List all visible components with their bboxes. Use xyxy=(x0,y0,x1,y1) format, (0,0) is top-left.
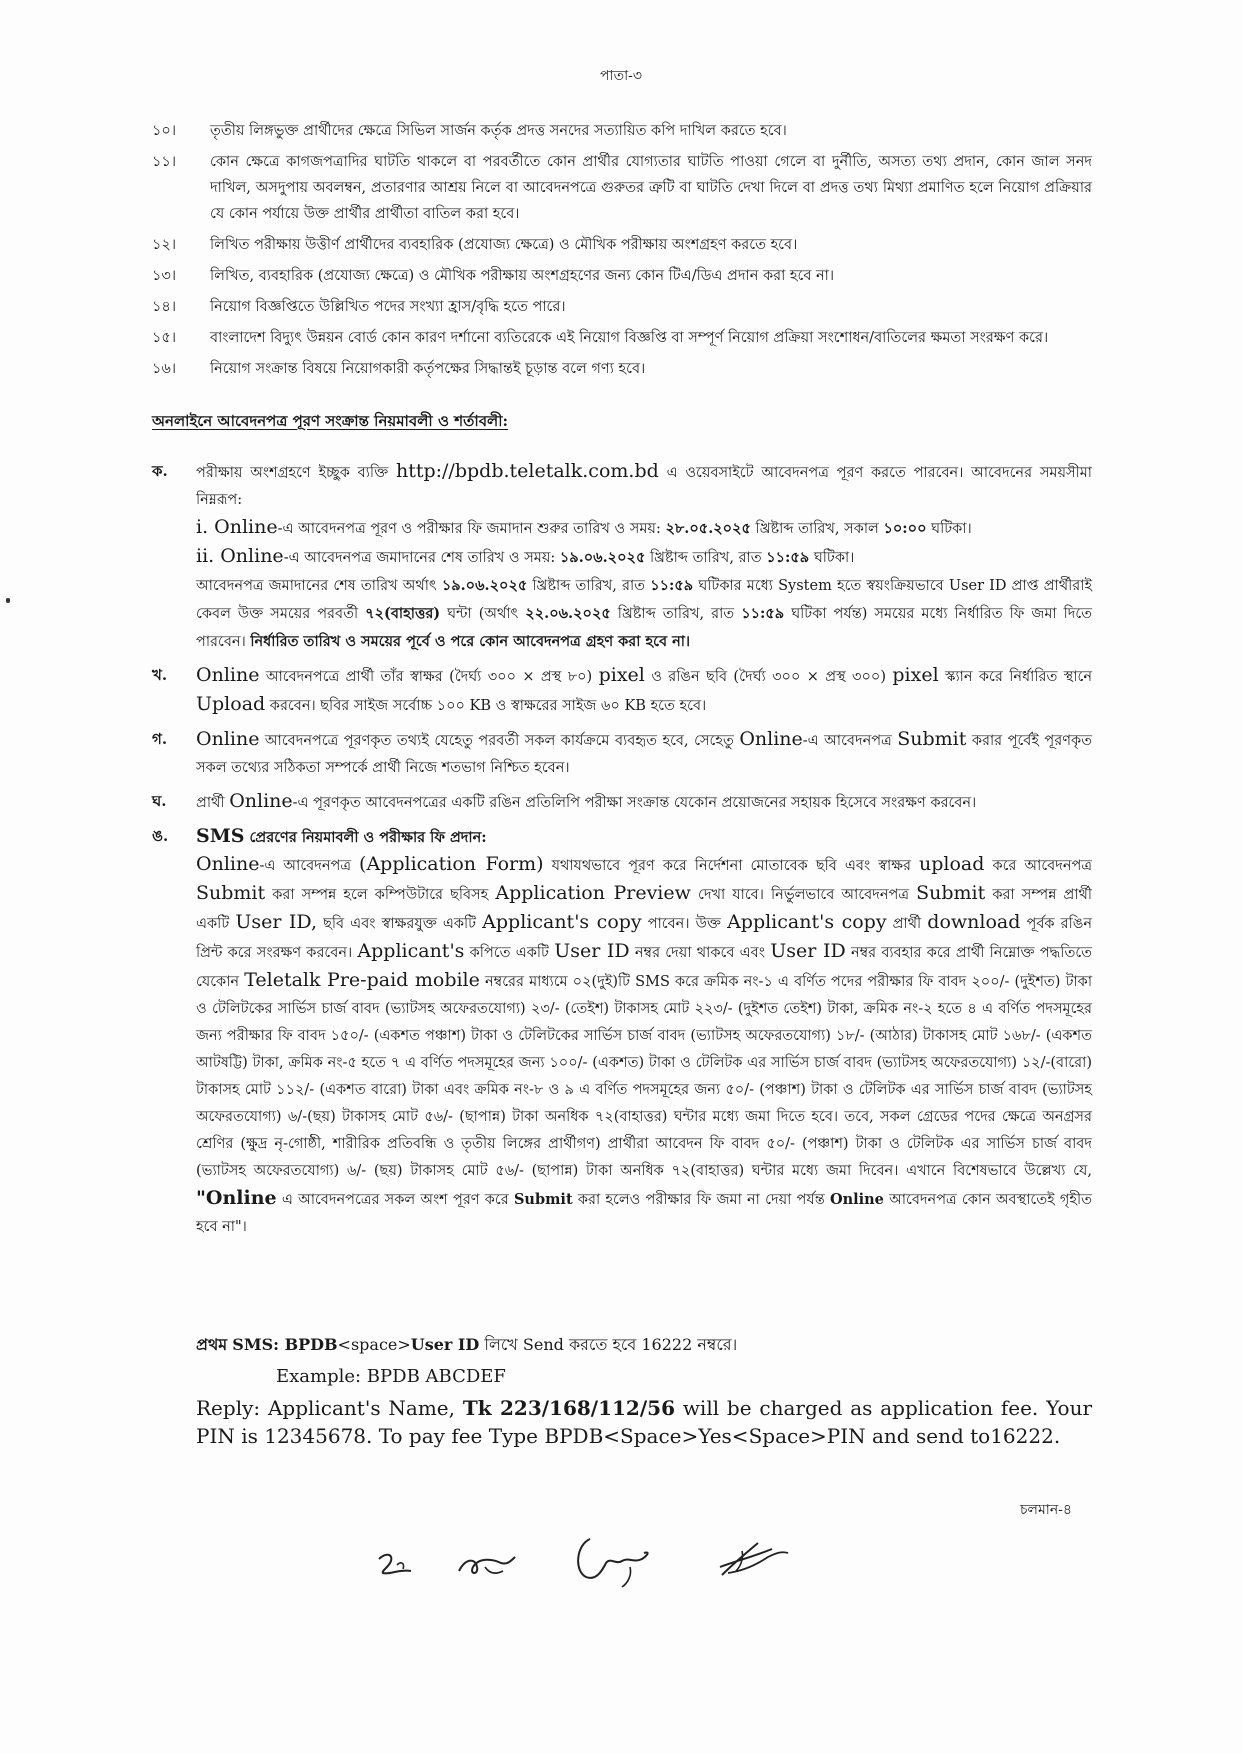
text: User ID, xyxy=(235,911,318,933)
text: Online xyxy=(229,790,293,812)
time: ১১:৫৯ xyxy=(741,605,785,622)
text: Application Preview xyxy=(495,882,691,904)
text: will be charged as application fee. Your PIN is 12345678. To pay fee Type BPDB<Space>Yes<Space>PIN and send to16222. xyxy=(196,1396,1093,1448)
text: Upload xyxy=(196,693,266,715)
text: করে আবেদনপত্র xyxy=(992,858,1093,874)
text: এ ওয়েবসাইটে আবেদনপত্র পূরণ করতে পারবেন। আবেদনের সময়সীমা নিম্নরূপ: xyxy=(196,465,1092,508)
continued-label: চলমান-৪ xyxy=(1020,1502,1072,1518)
text: নম্বরের মাধ্যমে ০২(দুই)টি SMS করে ক্রমিক নং-১ এ বর্ণিত পদের পরীক্ষার ফি বাবদ ২০০/- (দুইশত) টাকা ও টেলিটকের সার্ভিস চার্জ বাবদ (ভ্যাটসহ অফেরতযোগ্য) ২৩/- (তেইশ) টাকাসহ মোট ২২৩/- (দুইশত তেইশ) টাকা, ক্রমিক নং-২ হতে ৪ এ বর্ণিত পদসমূহের জন্য পরীক্ষার ফি বাবদ ১৫০/- (একশত পঞ্চাশ) টাকা ও টেলিটকের সার্ভিস চার্জ বাবদ (ভ্যাটসহ অফেরতযোগ্য) ১৮/- (আঠার) টাকাসহ মোট ১৬৮/- (একশত আটষট্টি) টাকা, ক্রমিক নং-৫ হতে ৭ এ বর্ণিত পদসমূহের জন্য ১০০/- (একশত) টাকা ও টেলিটক এর সার্ভিস চার্জ বাবদ (ভ্যাটসহ অফেরতযোগ্য) ১২/-(বারো) টাকাসহ মোট ১১২/- (একশত বারো) টাকা এবং ক্রমিক নং-৮ ও ৯ এ বর্ণিত পদসমূহের জন্য ৫০/- (পঞ্চাশ) টাকা ও টেলিটক এর সার্ভিস চার্জ বাবদ (ভ্যাটসহ অফেরতযোগ্য) ৬/-(ছয়) টাকাসহ মোট ৫৬/- (ছাপান্ন) টাকা অনধিক ৭২(বাহাত্তর) ঘন্টার মধ্যে জমা দিতে হবে। তবে, সকল গ্রেডের পদের ক্ষেত্রে অনগ্রসর শ্রেণির (ক্ষুদ্র নৃ-গোষ্ঠী, শারীরিক প্রতিবন্ধি ও তৃতীয় লিঙ্গের প্রার্থীগণ) প্রার্থীরা আবেদন ফি বাবদ ৫০/- (পঞ্চাশ) টাকা ও টেলিটক এর সার্ভিস চার্জ বাবদ (ভ্যাটসহ অফেরতযোগ্য) ৬/- (ছয়) টাকাসহ মোট ৫৬/- (ছাপান্ন) টাকা অনধিক ৭২(বাহাত্তর) ঘন্টার মধ্যে জমা দিবেন। এখানে বিশেষভাবে উল্লেখ্য যে, xyxy=(196,974,1093,1179)
text: -এ আবেদনপত্র জমাদানের শেষ তারিখ ও সময়: xyxy=(283,550,556,566)
text: কপিতে একটি xyxy=(469,945,549,961)
item-text: লিখিত, ব্যবহারিক (প্রযোজ্য ক্ষেত্রে) ও মৌখিক পরীক্ষায় অংশগ্রহণের জন্য কোন টিএ/ডিএ প্রদান করা হবে না। xyxy=(210,268,835,284)
time: ১১:৫৯ xyxy=(766,549,810,566)
signature-2 xyxy=(455,1545,519,1585)
text: খ্রিষ্টাব্দ তারিখ, রাত xyxy=(617,606,735,622)
signature-3 xyxy=(572,1531,656,1593)
warning-text: নির্ধারিত তারিখ ও সময়ের পূর্বে ও পরে কোন আবেদনপত্র গ্রহণ করা হবে না। xyxy=(250,633,691,650)
item-number: ১১। xyxy=(152,154,177,170)
rule-umo xyxy=(152,823,1092,1241)
text: প্রার্থী xyxy=(892,916,922,932)
rule-ga xyxy=(152,726,1092,782)
item-text: নিয়োগ সংক্রান্ত বিষয়ে নিয়োগকারী কর্তৃপক্ষের সিদ্ধান্তই চূড়ান্ত বলে গণ্য হবে। xyxy=(210,361,646,377)
text: এ আবেদনপত্রের সকল অংশ পূরণ করে xyxy=(281,1192,509,1208)
text: Applicant's xyxy=(357,940,465,962)
text: Submit xyxy=(196,882,266,904)
rule-kha xyxy=(152,662,1092,720)
text: Submit xyxy=(513,1191,573,1208)
rule-marker: ক. xyxy=(152,462,168,480)
text: আবেদনপত্রে প্রার্থী তাঁর স্বাক্ষর (দৈর্ঘ্য ৩০০ × প্রস্থ ৮০) xyxy=(265,669,593,685)
text: প্রার্থী xyxy=(196,795,225,811)
first-sms-instruction xyxy=(196,1332,737,1359)
time: ১১:৫৯ xyxy=(650,577,694,594)
rule-ka-intro xyxy=(196,458,1092,514)
text: খ্রিষ্টাব্দ তারিখ, রাত xyxy=(532,578,646,594)
rule-marker: খ. xyxy=(152,666,168,684)
text: i. Online xyxy=(196,516,278,538)
text: download xyxy=(927,911,1021,933)
date: ১৯.০৬.২০২৫ xyxy=(559,549,646,566)
hours: ৭২(বাহাত্তর) xyxy=(365,605,441,622)
signature-1 xyxy=(375,1545,419,1585)
text: Submit xyxy=(916,882,986,904)
text: ও রঙিন ছবি (দৈর্ঘ্য ৩০০ × প্রস্থ ৩০০) xyxy=(651,669,886,685)
text: User ID xyxy=(770,940,846,962)
text: আবেদনপত্রে পূরণকৃত তথ্যই যেহেতু পরবর্তী সকল কার্যক্রমে ব্যবহৃত হবে, সেহেতু xyxy=(264,733,734,749)
text: Online xyxy=(829,1191,884,1208)
fee-amounts: Tk 223/168/112/56 xyxy=(462,1396,675,1420)
rule-body xyxy=(196,458,1092,656)
rule-marker: ঙ. xyxy=(152,827,169,845)
text: User ID xyxy=(410,1335,480,1354)
text: Online xyxy=(196,728,260,750)
text: upload xyxy=(919,853,985,875)
text: নম্বর দেয়া থাকবে এবং xyxy=(634,945,765,961)
scan-mark xyxy=(6,598,10,603)
text: -এ আবেদনপত্র xyxy=(802,733,892,749)
list-item xyxy=(152,149,1092,227)
text: করা সম্পন্ন হলে কম্পিউটারে ছবিসহ xyxy=(272,887,489,903)
list-item xyxy=(152,356,1092,382)
text: ঘটিকা। xyxy=(813,550,855,566)
text: খ্রিষ্টাব্দ তারিখ, সকাল xyxy=(755,521,879,537)
sms-heading xyxy=(196,823,1092,851)
text: ছবি এবং স্বাক্ষরযুক্ত একটি xyxy=(323,916,477,932)
text: pixel xyxy=(598,664,645,686)
text: Online xyxy=(196,664,260,686)
text: Online xyxy=(739,728,803,750)
text: SMS: BPDB xyxy=(232,1335,338,1354)
item-text: বাংলাদেশ বিদ্যুৎ উন্নয়ন বোর্ড কোন কারণ দর্শানো ব্যতিরেকে এই নিয়োগ বিজ্ঞপ্তি বা সম্পূর্ণ নিয়োগ প্রক্রিয়া সংশোধন/বাতিলের ক্ষমতা সংরক্ষণ করে। xyxy=(210,330,1049,346)
item-text: তৃতীয় লিঙ্গভুক্ত প্রার্থীদের ক্ষেত্রে সিভিল সার্জন কর্তৃক প্রদত্ত সনদের সত্যায়িত কপি দাখিল করতে হবে। xyxy=(210,123,787,139)
text: করতে হবে xyxy=(568,1335,637,1354)
rule-ka-start-time xyxy=(196,514,1092,543)
text: নম্বর ব্যবহার করে প্রার্থী নিম্নোক্ত পদ্ধতিতে যেকোন xyxy=(196,945,1093,990)
text: (Application Form) xyxy=(359,853,544,875)
list-item xyxy=(152,294,1092,320)
text: পূর্বক রঙিন প্রিন্ট করে সংরক্ষণ করবেন। xyxy=(196,916,1093,961)
text: প্রথম xyxy=(196,1335,228,1354)
text: Submit xyxy=(897,728,967,750)
text: -এ আবেদনপত্র xyxy=(259,858,351,874)
list-item xyxy=(152,325,1092,351)
item-number: ১৪। xyxy=(152,299,177,315)
text: করবেন। ছবির সাইজ সর্বোচ্চ ১০০ KB ও স্বাক্ষরের সাইজ ৬০ KB হতে হবে। xyxy=(269,698,707,714)
text: Applicant's copy xyxy=(482,911,642,933)
list-item xyxy=(152,263,1092,289)
sms-example: Example: BPDB ABCDEF xyxy=(276,1366,506,1387)
text: নম্বরে। xyxy=(697,1335,738,1354)
text: -এ আবেদনপত্র পূরণ ও পরীক্ষার ফি জমাদান শুরুর তারিখ ও সময়: xyxy=(277,521,661,537)
text: "Online xyxy=(196,1187,277,1209)
text: ii. Online xyxy=(196,545,284,567)
text: স্ক্যান করে নির্ধারিত স্থানে xyxy=(945,669,1093,685)
text: দেখা যাবে। নির্ভুলভাবে আবেদনপত্র xyxy=(697,887,909,903)
text: Send xyxy=(522,1335,564,1354)
item-text: লিখিত পরীক্ষায় উত্তীর্ণ প্রার্থীদের ব্যবহারিক (প্রযোজ্য ক্ষেত্রে) ও মৌখিক পরীক্ষায় অংশগ্রহণ করতে হবে। xyxy=(210,237,798,253)
rule-gha xyxy=(152,788,1092,817)
text: আবেদনপত্র কোন অবস্থাতেই গৃহীত হবে না"। xyxy=(196,1192,1093,1235)
text: ঘন্টা (অর্থাৎ xyxy=(447,606,519,622)
rule-body xyxy=(196,726,1092,782)
item-number: ১৬। xyxy=(152,361,177,377)
sms-reply xyxy=(196,1394,1092,1450)
text: ঘটিকা। xyxy=(931,521,972,537)
item-number: ১৫। xyxy=(152,330,177,346)
rule-body xyxy=(196,788,1092,817)
rule-ka xyxy=(152,458,1092,656)
text: Reply: Applicant's Name, xyxy=(196,1396,455,1420)
item-number: ১৩। xyxy=(152,268,177,284)
online-application-rules xyxy=(152,458,1092,1247)
rule-body xyxy=(196,662,1092,720)
sms-number: 16222 xyxy=(641,1335,693,1354)
text: User ID xyxy=(554,940,630,962)
text: পরীক্ষায় অংশগ্রহণে ইচ্ছুক ব্যক্তি xyxy=(196,465,389,481)
text: -এ পূরণকৃত আবেদনপত্রের একটি রঙিন প্রতিলিপি পরীক্ষা সংক্রান্ত যেকোন প্রয়োজনের সহায়ক হিসেবে সংরক্ষণ করবেন। xyxy=(292,795,977,811)
rule-marker: ঘ. xyxy=(152,792,167,810)
rule-marker: গ. xyxy=(152,730,168,748)
time: ১০:০০ xyxy=(883,520,927,537)
text: লিখে xyxy=(484,1335,518,1354)
list-item xyxy=(152,118,1092,144)
list-item xyxy=(152,232,1092,258)
item-number: ১২। xyxy=(152,237,177,253)
section-title: অনলাইনে আবেদনপত্র পূরণ সংক্রান্ত নিয়মাবলী ও শর্তাবলী: xyxy=(152,412,509,430)
text: করা হলেও পরীক্ষার ফি জমা না দেয়া পর্যন্ত xyxy=(577,1192,825,1208)
text: পাবেন। উক্ত xyxy=(647,916,721,932)
rule-ka-fee-window xyxy=(196,572,1092,656)
text: করার পূর্বেই পূরণকৃত সকল তথ্যের সঠিকতা সম্পর্কে প্রার্থী নিজে শতভাগ নিশ্চিত হবেন। xyxy=(196,733,1092,776)
item-number: ১০। xyxy=(152,123,177,139)
date: ১৯.০৬.২০২৫ xyxy=(441,577,528,594)
sms-fee-paragraph xyxy=(196,851,1092,1241)
text: প্রেরণের নিয়মাবলী ও পরীক্ষার ফি প্রদান: xyxy=(249,829,487,846)
item-text: নিয়োগ বিজ্ঞপ্তিতে উল্লিখিত পদের সংখ্যা হ্রাস/বৃদ্ধি হতে পারে। xyxy=(210,299,566,315)
rule-ka-end-time xyxy=(196,543,1092,572)
text: Applicant's copy xyxy=(727,911,887,933)
page-number: পাতা-৩ xyxy=(600,68,642,84)
website-link[interactable]: http://bpdb.teletalk.com.bd xyxy=(395,460,659,482)
text: করা সম্পন্ন প্রার্থী একটি xyxy=(196,887,1093,932)
text: Online xyxy=(196,853,260,875)
item-text: কোন ক্ষেত্রে কাগজপত্রাদির ঘাটতি থাকলে বা পরবর্তীতে কোন প্রার্থীর যোগ্যতার ঘাটতি পাওয়া গেলে বা দুর্নীতি, অসত্য তথ্য প্রদান, কোন জাল সনদ দাখিল, অসদুপায় অবলম্বন, প্রতারণার আশ্রয় নিলে বা আবেদনপত্রে গুরুতর ত্রুটি বা ঘাটতি দেখা দিলে বা প্রদত্ত তথ্য মিথ্যা প্রমাণিত হলে নিয়োগ প্রক্রিয়ার যে কোন পর্যায়ে উক্ত প্রার্থীর প্রার্থীতা বাতিল করা হবে। xyxy=(210,154,1092,222)
text: খ্রিষ্টাব্দ তারিখ, রাত xyxy=(649,550,762,566)
signature-4 xyxy=(712,1531,792,1587)
text: যথাযথভাবে পূরণ করে নির্দেশনা মোতাবেক ছবি এবং স্বাক্ষর xyxy=(551,858,911,874)
text: ঘটিকার মধ্যে System হতে স্বয়ংক্রিয়ভাবে User ID প্রাপ্ত প্রার্থীরাই কেবল উক্ত সময়ের পরবর্তী xyxy=(196,578,1092,622)
text: ঘটিকা পর্যন্ত) সময়ের মধ্যে নির্ধারিত ফি জমা দিতে পারবেন। xyxy=(196,606,1093,650)
numbered-conditions-list xyxy=(152,118,1092,387)
text: Teletalk Pre-paid mobile xyxy=(244,969,480,991)
text: <space> xyxy=(337,1335,411,1354)
text: SMS xyxy=(196,825,245,847)
text: আবেদনপত্র জমাদানের শেষ তারিখ অর্থাৎ xyxy=(196,578,437,594)
date: ২২.০৬.২০২৫ xyxy=(525,605,611,622)
rule-body xyxy=(196,823,1092,1241)
date: ২৮.০৫.২০২৫ xyxy=(665,520,751,537)
text: pixel xyxy=(892,664,939,686)
